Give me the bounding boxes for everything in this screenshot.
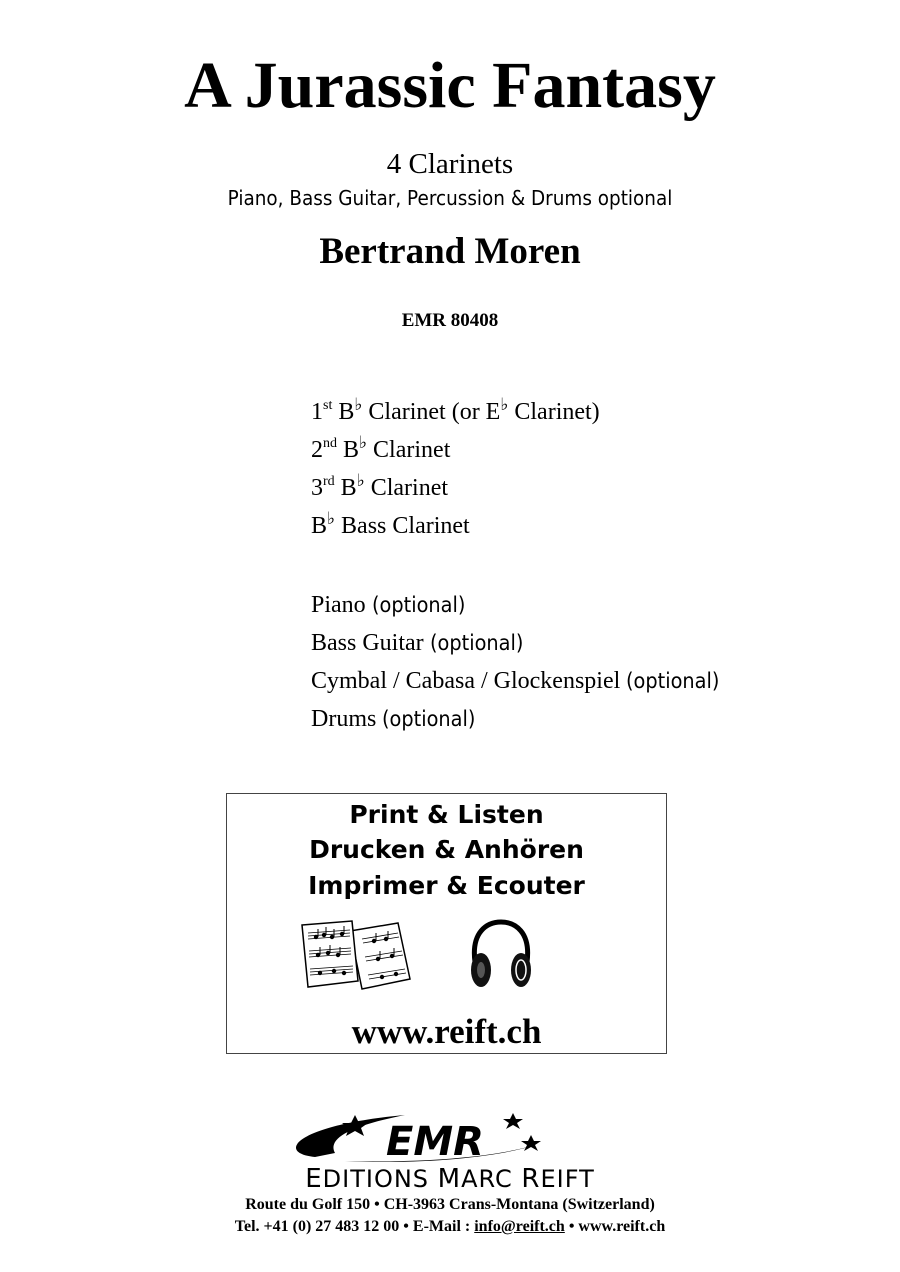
part-item: Cymbal / Cabasa / Glockenspiel (optional) [311, 668, 720, 694]
part-item: Piano (optional) [311, 592, 466, 618]
publisher-name: EDITIONS MARC REIFT [305, 1164, 595, 1194]
catalog-number: EMR 80408 [401, 310, 499, 331]
optional-parts-list [311, 586, 728, 738]
sheet-music-icon [300, 919, 412, 997]
part-item: B♭ Bass Clarinet [311, 509, 470, 539]
promo-url[interactable]: www.reift.ch [351, 1012, 542, 1051]
promo-line-drucken: Drucken & Anhören [309, 835, 584, 864]
publisher-contact: Tel. +41 (0) 27 483 12 00 • E-Mail : info@reift.ch • www.reift.ch [234, 1218, 666, 1235]
website-link[interactable]: • www.reift.ch [564, 1218, 666, 1235]
promo-line-imprimer: Imprimer & Ecouter [308, 871, 585, 900]
part-item: 2nd B♭ Clarinet [311, 433, 451, 463]
publisher-address: Route du Golf 150 • CH-3963 Crans-Montana (Switzerland) [245, 1196, 655, 1213]
part-item: Drums (optional) [311, 706, 476, 732]
email-link[interactable]: info@reift.ch [474, 1218, 565, 1235]
composer-name: Bertrand Moren [319, 231, 581, 272]
headphones-icon [467, 918, 535, 994]
part-item: 3rd B♭ Clarinet [311, 471, 449, 501]
promo-line-print-listen: Print & Listen [349, 800, 544, 829]
print-listen-box [226, 793, 667, 1054]
emr-logo-text: EMR [386, 1119, 484, 1165]
part-item: 1st B♭ Clarinet (or E♭ Clarinet) [311, 395, 600, 425]
main-parts-list [311, 393, 600, 545]
subtitle: 4 Clarinets [386, 148, 514, 180]
emr-logo [255, 1105, 555, 1167]
page-title: A Jurassic Fantasy [184, 49, 716, 122]
optional-instruments-line: Piano, Bass Guitar, Percussion & Drums optional [227, 186, 673, 210]
part-item: Bass Guitar (optional) [311, 630, 524, 656]
